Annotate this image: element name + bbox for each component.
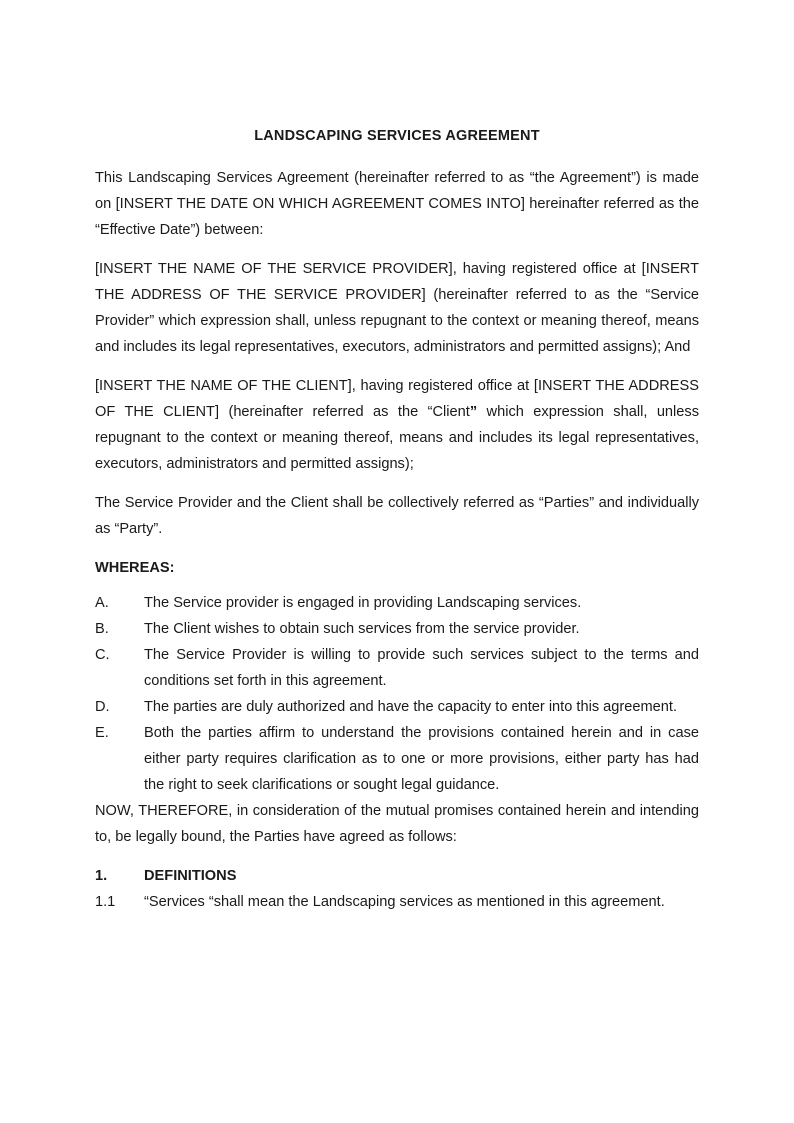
- whereas-list: [95, 590, 699, 798]
- client-paragraph: [95, 373, 699, 477]
- definitions-title: DEFINITIONS: [144, 868, 237, 884]
- definitions-number: 1.: [95, 868, 108, 884]
- client-paragraph-bold-quote: ”: [469, 404, 478, 420]
- now-therefore-paragraph: NOW, THEREFORE, in consideration of the mutual promises contained herein and intending to, be legally bound, the Parties have agreed as follows:: [95, 803, 699, 845]
- service-provider-paragraph: [INSERT THE NAME OF THE SERVICE PROVIDER], having registered office at [INSERT THE ADDRESS OF THE SERVICE PROVIDER] (hereinafter referred to as the “Service Provider” which expression shall, unless repugnant to the context or meaning thereof, means and includes its legal representatives, executors, administrators and permitted assigns); And: [95, 261, 699, 355]
- list-item-marker: C.: [95, 647, 110, 663]
- parties-paragraph: The Service Provider and the Client shall be collectively referred as “Parties” and individually as “Party”.: [95, 495, 699, 537]
- list-item-text: The Service provider is engaged in providing Landscaping services.: [144, 595, 582, 611]
- page-title: LANDSCAPING SERVICES AGREEMENT: [254, 128, 540, 144]
- list-item: [95, 720, 699, 798]
- client-paragraph-part2: which expression shall, unless repugnant to the context or meaning thereof, means and includes its legal representatives, executors, administrators and permitted assigns);: [95, 404, 700, 472]
- whereas-heading: WHEREAS:: [95, 560, 175, 576]
- list-item: [95, 616, 699, 642]
- list-item: [95, 694, 699, 720]
- list-item-marker: E.: [95, 725, 109, 741]
- list-item-marker: D.: [95, 699, 110, 715]
- list-item-marker: B.: [95, 621, 109, 637]
- list-item-text: Both the parties affirm to understand the provisions contained herein and in case either party requires clarification as to one or more provisions, either party has had the right to seek clarifications or sought legal guidance.: [144, 725, 699, 793]
- clause-text: “Services “shall mean the Landscaping services as mentioned in this agreement.: [144, 894, 665, 910]
- intro-paragraph: This Landscaping Services Agreement (hereinafter referred to as “the Agreement”) is made on [INSERT THE DATE ON WHICH AGREEMENT COMES INTO] hereinafter referred as the “Effective Date”) between:: [95, 170, 699, 238]
- list-item: [95, 590, 699, 616]
- list-item-marker: A.: [95, 595, 109, 611]
- clause-marker: 1.1: [95, 894, 116, 910]
- definitions-heading: [95, 863, 699, 889]
- list-item-text: The parties are duly authorized and have the capacity to enter into this agreement.: [144, 699, 677, 715]
- list-item: [95, 642, 699, 694]
- list-item-text: The Service Provider is willing to provide such services subject to the terms and conditions set forth in this agreement.: [144, 647, 699, 689]
- definitions-clause-list: [95, 889, 699, 915]
- list-item: [95, 889, 699, 915]
- list-item-text: The Client wishes to obtain such services from the service provider.: [144, 621, 580, 637]
- client-paragraph-part1: [INSERT THE NAME OF THE CLIENT], having registered office at [INSERT THE ADDRESS OF THE CLIENT] (hereinafter referred as the “Client: [95, 378, 699, 420]
